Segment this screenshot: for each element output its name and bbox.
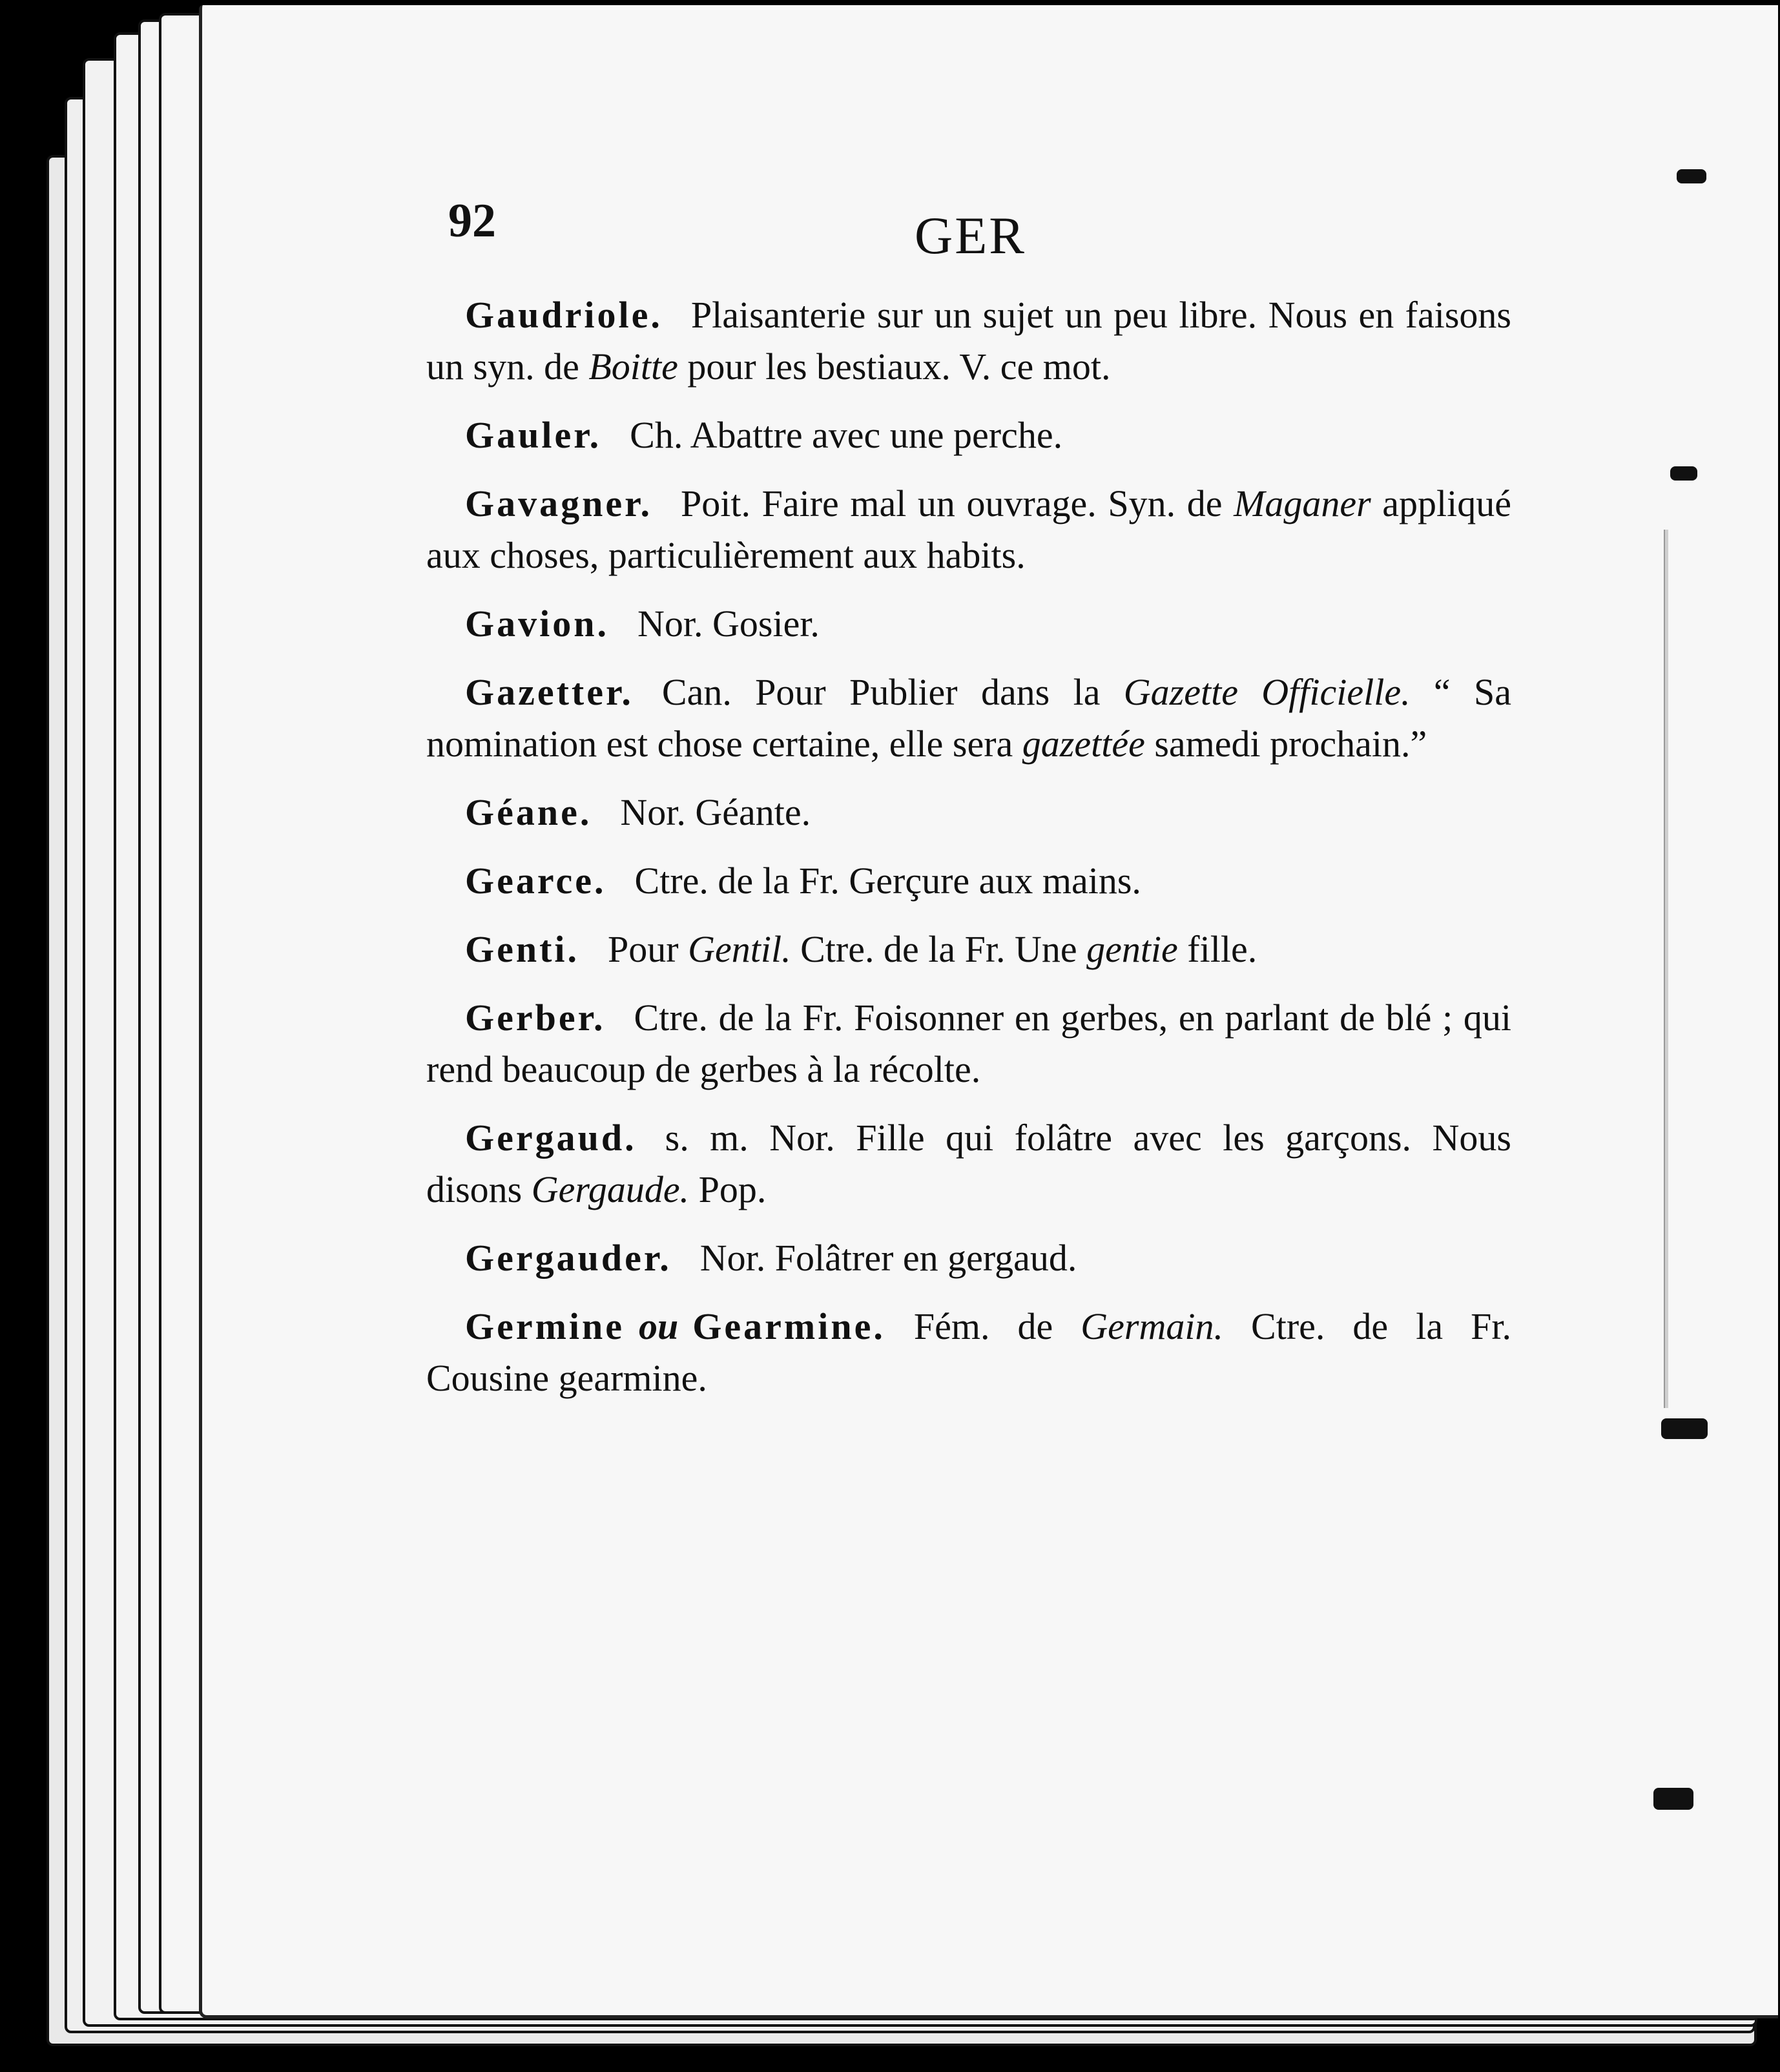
headword: Gergauder. <box>465 1237 672 1279</box>
headword: Gergaud. <box>465 1117 637 1159</box>
binding-thread <box>1664 530 1668 1408</box>
dictionary-entry <box>426 1232 1511 1284</box>
example-word: gentie <box>1086 928 1178 970</box>
definition-text: s. m. Nor. Fille qui folâtre avec les garçons. Nous disons <box>426 1117 1511 1210</box>
definition-text: pour les bestiaux. V. ce mot. <box>678 346 1111 388</box>
headword: Gerber. <box>465 997 606 1039</box>
cross-reference: Gergaude. <box>531 1168 690 1210</box>
dictionary-entry <box>426 598 1511 650</box>
dictionary-entry <box>426 855 1511 907</box>
binding-staple <box>1670 466 1697 481</box>
definition-text: appliqué aux choses, particulièrement aux habits. <box>426 482 1511 576</box>
cross-reference: Maganer <box>1234 482 1371 524</box>
definition-text: samedi prochain.” <box>1144 723 1427 765</box>
cross-reference: Boitte <box>588 346 678 388</box>
headword: Gaudriole. <box>465 294 663 336</box>
dictionary-entry <box>426 409 1511 461</box>
definition-text: fille. <box>1177 928 1257 970</box>
dictionary-entry <box>426 992 1511 1095</box>
cross-reference: Gazette Officielle. <box>1123 671 1411 713</box>
definition-text: Nor. Folâtrer en gergaud. <box>699 1237 1077 1279</box>
dictionary-entry <box>426 667 1511 770</box>
dictionary-entry <box>426 289 1511 393</box>
dictionary-entry <box>426 924 1511 975</box>
dictionary-entry <box>426 1301 1511 1404</box>
dictionary-entry <box>426 787 1511 838</box>
definition-text: Nor. Gosier. <box>637 603 820 645</box>
example-word: gazettée <box>1022 723 1145 765</box>
dictionary-entry <box>426 478 1511 581</box>
headword: Gazetter. <box>465 671 634 713</box>
page-number: 92 <box>448 194 496 247</box>
definition-text: Ctre. de la Fr. Une <box>791 928 1087 970</box>
binding-staple <box>1653 1788 1693 1810</box>
headword-conjunction: ou <box>639 1305 679 1347</box>
dictionary-entries <box>426 289 1511 1421</box>
binding-staple <box>1661 1418 1708 1439</box>
headword-variant: Gearmine. <box>692 1305 885 1347</box>
definition-text: Nor. Géante. <box>620 791 811 833</box>
cross-reference: Germain. <box>1081 1305 1223 1347</box>
definition-text: Ctre. de la Fr. Foisonner en gerbes, en parlant de blé ; qui rend beaucoup de gerbes à la récolte. <box>426 997 1511 1090</box>
definition-text: Plaisanterie sur un sujet un peu libre. Nous en faisons un syn. de <box>426 294 1511 388</box>
definition-text: Pop. <box>689 1168 767 1210</box>
cross-reference: Gentil. <box>688 928 791 970</box>
headword: Géane. <box>465 791 592 833</box>
definition-text: Pour <box>608 928 688 970</box>
definition-text: Fém. de <box>913 1305 1081 1347</box>
guide-word: GER <box>915 206 1026 265</box>
dictionary-entry <box>426 1112 1511 1216</box>
headword: Gavagner. <box>465 482 653 524</box>
definition-text: Poit. Faire mal un ouvrage. Syn. de <box>681 482 1234 524</box>
headword: Germine <box>465 1305 625 1347</box>
headword: Gauler. <box>465 414 602 456</box>
headword: Gavion. <box>465 603 609 645</box>
headword: Genti. <box>465 928 580 970</box>
definition-text: Ctre. de la Fr. Cousine gearmine. <box>426 1305 1511 1399</box>
definition-text: Ch. Abattre avec une perche. <box>630 414 1063 456</box>
definition-text: Can. Pour Publier dans la <box>661 671 1124 713</box>
headword: Gearce. <box>465 860 606 902</box>
definition-text: “ Sa nomination est chose certaine, elle sera <box>426 671 1511 765</box>
running-header <box>0 0 1780 271</box>
definition-text: Ctre. de la Fr. Gerçure aux mains. <box>634 860 1141 902</box>
